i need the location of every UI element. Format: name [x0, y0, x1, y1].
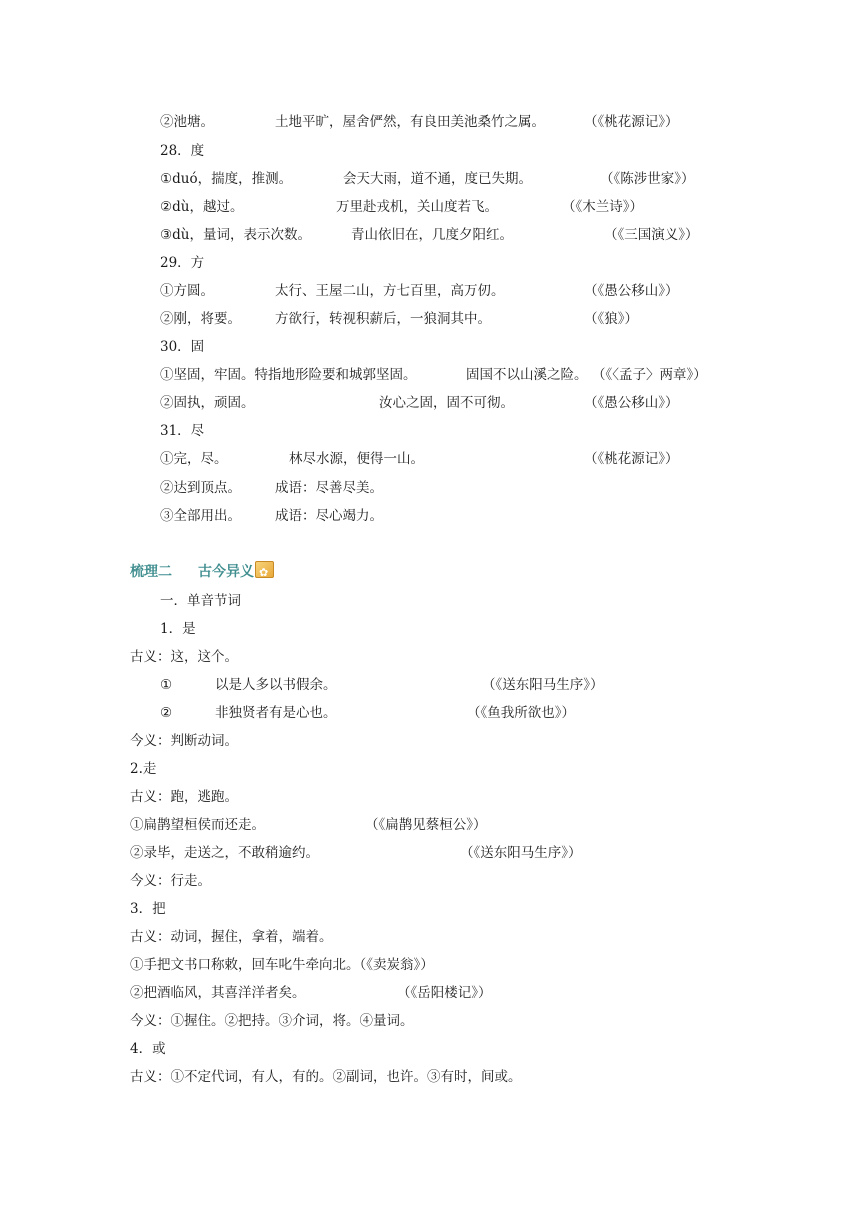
part-title-text: 一．单音节词 [160, 593, 241, 609]
meaning: ②刚，将要。 [160, 311, 241, 327]
gloss-row [130, 925, 820, 949]
entry-row [160, 307, 820, 331]
entry-row [160, 504, 820, 528]
section-heading [130, 559, 274, 585]
example-marker: ② [160, 705, 173, 721]
source: （《桃花源记》） [584, 114, 679, 130]
gloss-row [130, 729, 820, 753]
example-source: （《鱼我所欲也》） [467, 705, 575, 721]
example-text: ①扁鹊望桓侯而还走。 [130, 817, 265, 833]
meaning: ①duó，揣度，推测。 [160, 171, 293, 187]
gloss-text: 今义：行走。 [130, 873, 211, 889]
example: 青山依旧在，几度夕阳红。 [351, 227, 513, 243]
example: 成语：尽善尽美。 [275, 480, 383, 496]
example-source: （《送东阳马生序》） [482, 677, 604, 693]
meaning: ②达到顶点。 [160, 480, 241, 496]
word-heading-row [130, 1037, 820, 1061]
example-row [130, 981, 820, 1005]
entry-row [160, 279, 820, 303]
gloss-row [130, 785, 820, 809]
example-row [130, 701, 820, 725]
word-heading-row [160, 617, 820, 641]
section-title: 古今异义 [198, 564, 254, 580]
example-row [130, 813, 820, 837]
gloss-row [130, 1009, 820, 1033]
word-heading: 4．或 [130, 1041, 166, 1057]
gloss-text: 今义：判断动词。 [130, 733, 238, 749]
meaning: ①方圆。 [160, 283, 214, 299]
meaning: ①坚固，牢固。特指地形险要和城郭坚固。 [160, 367, 417, 383]
example-row [130, 841, 820, 865]
word-heading: 29．方 [160, 255, 205, 271]
meaning: ③全部用出。 [160, 508, 241, 524]
entry-row [160, 110, 820, 134]
gloss-text: 古义：跑，逃跑。 [130, 789, 238, 805]
meaning: ②固执，顽固。 [160, 395, 255, 411]
source: （《狼》） [584, 311, 638, 327]
example: 太行、王屋二山，方七百里，高万仞。 [275, 283, 505, 299]
meaning: ②池塘。 [160, 114, 214, 130]
gloss-row [130, 1065, 820, 1089]
gloss-text: 今义：①握住。②把持。③介词，将。④量词。 [130, 1013, 414, 1029]
example-source: （《扁鹊见蔡桓公》） [365, 817, 487, 833]
source: （《愚公移山》） [584, 283, 679, 299]
example: 林尽水源，便得一山。 [289, 451, 424, 467]
word-heading: 2.走 [130, 761, 157, 777]
gloss-row [130, 869, 820, 893]
example: 土地平旷，屋舍俨然，有良田美池桑竹之属。 [275, 114, 545, 130]
example-row [130, 953, 820, 977]
entry-row [160, 223, 820, 247]
entry-row [160, 363, 820, 387]
example-marker: ① [160, 677, 173, 693]
source: （《三国演义》） [604, 227, 699, 243]
gloss-row [130, 645, 820, 669]
source: （《木兰诗》） [562, 199, 643, 215]
entry-row [160, 476, 820, 500]
example-text: 以是人多以书假余。 [215, 677, 337, 693]
example: 固国不以山溪之险。 [466, 367, 588, 383]
word-heading: 1．是 [160, 621, 196, 637]
word-heading: 31．尽 [160, 423, 205, 439]
flower-icon [255, 561, 274, 578]
source: （《陈涉世家》） [600, 171, 695, 187]
gloss-text: 古义：动词，握住，拿着，端着。 [130, 929, 333, 945]
entry-row [160, 167, 820, 191]
example-source: （《岳阳楼记》） [397, 985, 492, 1001]
source: （《桃花源记》） [584, 451, 679, 467]
example-text: ①手把文书口称敕，回车叱牛牵向北。（《卖炭翁》） [130, 957, 434, 973]
example-row [130, 673, 820, 697]
entry-heading [160, 419, 820, 443]
entry-heading [160, 139, 820, 163]
source: （《愚公移山》） [584, 395, 679, 411]
entry-heading [160, 335, 820, 359]
word-heading-row [130, 897, 820, 921]
example: 万里赴戎机，关山度若飞。 [336, 199, 498, 215]
meaning: ③dù，量词，表示次数。 [160, 227, 311, 243]
example-text: ②把酒临风，其喜洋洋者矣。 [130, 985, 306, 1001]
meaning: ②dù，越过。 [160, 199, 244, 215]
example: 成语：尽心竭力。 [275, 508, 383, 524]
gloss-text: 古义：①不定代词，有人，有的。②副词，也许。③有时，间或。 [130, 1069, 522, 1085]
example-text: ②录毕，走送之，不敢稍逾约。 [130, 845, 319, 861]
word-heading: 30．固 [160, 339, 205, 355]
meaning: ①完，尽。 [160, 451, 228, 467]
word-heading: 3．把 [130, 901, 166, 917]
part-title [160, 589, 820, 613]
example: 会天大雨，道不通，度已失期。 [343, 171, 532, 187]
entry-row [160, 391, 820, 415]
entry-row [160, 447, 820, 471]
gloss-text: 古义：这，这个。 [130, 649, 238, 665]
example: 方欲行，转视积薪后，一狼洞其中。 [275, 311, 491, 327]
section-label: 梳理二 [130, 564, 172, 580]
entry-row [160, 195, 820, 219]
example-source: （《送东阳马生序》） [460, 845, 582, 861]
example-text: 非独贤者有是心也。 [215, 705, 337, 721]
example: 汝心之固，固不可彻。 [379, 395, 514, 411]
source: （《〈孟子〉两章》） [592, 367, 707, 383]
entry-heading [160, 251, 820, 275]
word-heading-row [130, 757, 820, 781]
word-heading: 28．度 [160, 143, 205, 159]
